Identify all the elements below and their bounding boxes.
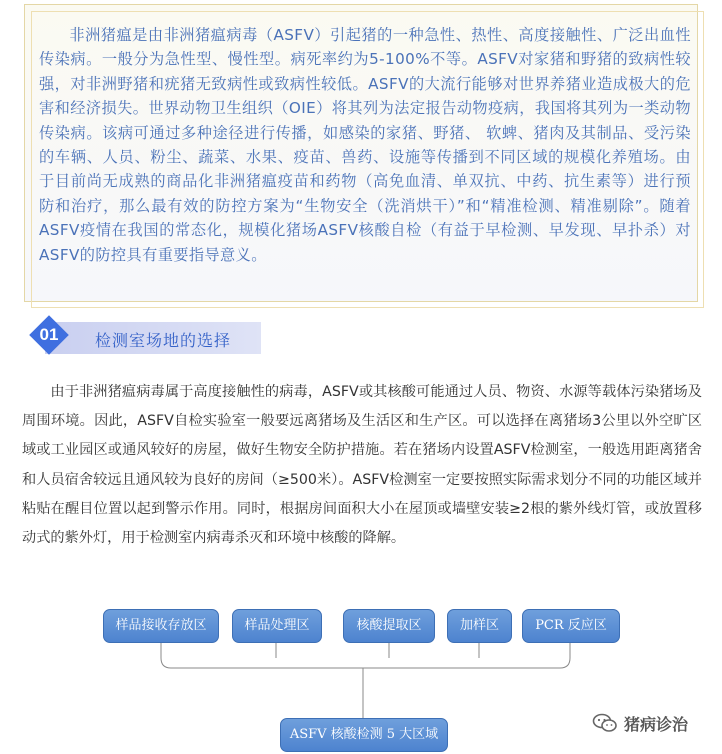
body-paragraph: 由于非洲猪瘟病毒属于高度接触性的病毒，ASFV或其核酸可能通过人员、物资、水源等载体污染猪场及周围环境。因此，ASFV自检实验室一般要远离猪场及生活区和生产区。可以选择在离猪场3公里以外空旷区域或工业园区或通风较好的房屋，做好生物安全防护措施。若在猪场内设置ASFV检测室，一般选用距离猪舍和人员宿舍较远且通风较为良好的房间（≥500米）。ASFV检测室一定要按照实际需求划分不同的功能区域并粘贴在醒目位置以起到警示作用。同时，根据房间面积大小在屋顶或墙壁安装≥2根的紫外线灯管，或放置移动式的紫外灯，用于检测室内病毒杀灭和环境中核酸的降解。 xyxy=(22,384,702,547)
section-number: 01 xyxy=(39,325,59,344)
wechat-icon xyxy=(592,713,618,733)
zone-box-nucleic-acid-extraction: 核酸提取区 xyxy=(343,609,435,643)
zone-box-sample-reception: 样品接收存放区 xyxy=(103,609,219,643)
zone-box-sample-loading: 加样区 xyxy=(447,609,512,643)
watermark xyxy=(592,711,688,735)
section-title: 检测室场地的选择 xyxy=(95,331,232,350)
zone-box-sample-processing: 样品处理区 xyxy=(232,609,322,643)
diagram-root-box: ASFV 核酸检测 5 大区域 xyxy=(280,718,448,752)
intro-paragraph: 非洲猪瘟是由非洲猪瘟病毒（ASFV）引起猪的一种急性、热性、高度接触性、广泛出血性传染病。一般分为急性型、慢性型。病死率约为5-100%不等。ASFV对家猪和野猪的致病性较强，对非洲野猪和疣猪无致病性或致病性较低。ASFV的大流行能够对世界养猪业造成极大的危害和经济损失。世界动物卫生组织（OIE）将其列为法定报告动物疫病，我国将其列为一类动物传染病。该病可通过多种途径进行传播，如感染的家猪、野猪、 软蜱、猪肉及其制品、受污染的车辆、人员、粉尘、蔬菜、水果、疫苗、兽药、设施等传播到不同区域的规模化养殖场。由于目前尚无成熟的商品化非洲猪瘟疫苗和药物（高免血清、单双抗、中药、抗生素等）进行预防和治疗，那么最有效的防控方案为“生物安全（洗消烘干）”和“精准检测、精准剔除”。随着ASFV疫情在我国的常态化，规模化猪场ASFV核酸自检（有益于早检测、早发现、早扑杀）对ASFV的防控具有重要指导意义。 xyxy=(39,26,691,264)
watermark-text: 猪病诊治 xyxy=(624,714,689,734)
zone-box-pcr-reaction: PCR 反应区 xyxy=(522,609,620,643)
